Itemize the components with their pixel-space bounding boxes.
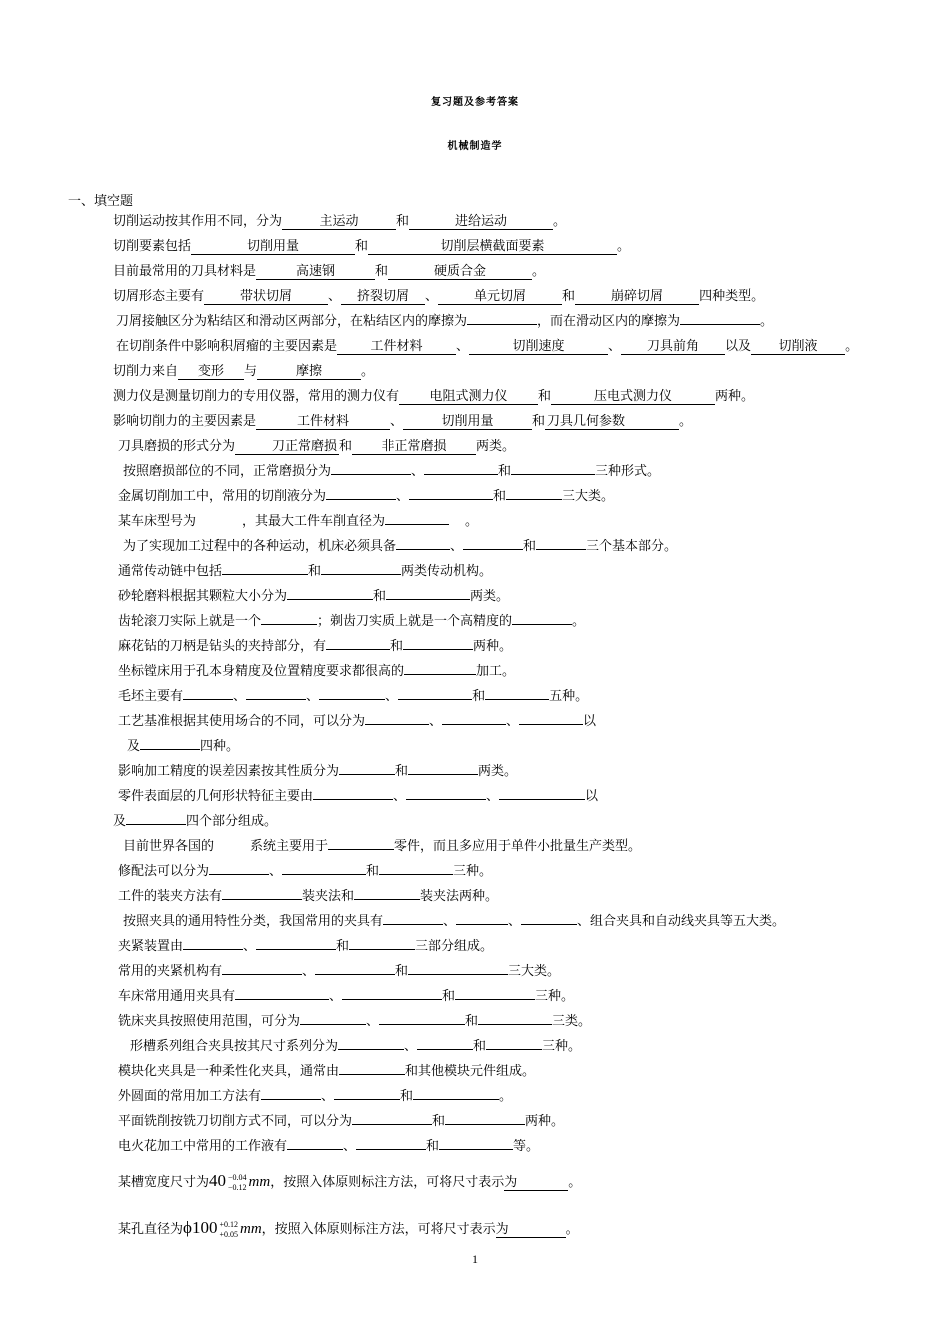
question-33: 模块化夹具是一种柔性化夹具，通常由 和其他模块元件组成。: [118, 1064, 536, 1079]
answer-blank: [352, 1124, 432, 1125]
answer-blank: [331, 474, 411, 475]
page-title: 复习题及参考答案: [431, 97, 519, 108]
question-31: 铣床夹具按照使用范围，可分为 、 和 三类。: [118, 1014, 592, 1029]
answer-blank: [396, 549, 450, 550]
answer-blank: [408, 974, 508, 975]
answer-blank: [506, 499, 562, 500]
answer-blank: [680, 324, 760, 325]
question-21: 工艺基准根据其使用场合的不同，可以分为 、 、 以: [118, 714, 597, 729]
answer-blank: [300, 1024, 366, 1025]
answer-blank: 变形: [178, 365, 244, 380]
answer-blank: [445, 1124, 525, 1125]
dimension-value: ϕ100: [183, 1218, 218, 1237]
answer-blank: 切削层横截面要素: [368, 240, 617, 255]
answer-blank: 工件材料: [256, 415, 390, 430]
answer-blank: [409, 499, 493, 500]
question-22: 影响加工精度的误差因素按其性质分为 和 两类。: [118, 764, 518, 779]
answer-blank: [486, 1049, 542, 1050]
question-21-continued: 及 四种。: [127, 739, 240, 754]
answer-blank: [328, 849, 394, 850]
answer-blank: [463, 549, 523, 550]
answer-blank: 单元切屑: [438, 290, 562, 305]
answer-blank: [287, 1149, 343, 1150]
answer-blank: [349, 949, 415, 950]
question-37: 某槽宽度尺寸为40 −0.04 −0.12 mm，按照入体原则标注方法，可将尺寸表示为 。: [118, 1171, 582, 1192]
answer-blank: [536, 549, 586, 550]
answer-blank: [379, 1024, 465, 1025]
answer-blank: [338, 1049, 404, 1050]
answer-blank: [386, 599, 470, 600]
answer-blank: [424, 474, 498, 475]
question-20: 毛坯主要有 、 、 、 和 五种。: [118, 689, 589, 704]
answer-blank: 切削用量: [191, 240, 355, 255]
answer-blank: 切削用量: [403, 415, 532, 430]
answer-blank: [261, 624, 317, 625]
answer-blank: [511, 474, 595, 475]
answer-blank: [478, 1024, 552, 1025]
answer-blank: 挤裂切屑: [341, 290, 425, 305]
question-15: 通常传动链中包括 和 两类传动机构。: [118, 564, 493, 579]
answer-blank: [126, 824, 186, 825]
answer-blank: 为: [504, 1176, 568, 1191]
question-6: 在切削条件中影响积屑瘤的主要因素是 工件材料 、 切削速度 、 刀具前角 以及 切削液 。: [116, 339, 859, 354]
answer-blank: 非正常磨损: [352, 440, 476, 455]
answer-blank: [222, 974, 302, 975]
answer-blank: [342, 999, 442, 1000]
question-14: 为了实现加工过程中的各种运动，机床必须具备 、 和 三个基本部分。: [123, 539, 678, 554]
answer-blank: [287, 599, 373, 600]
question-38: 某孔直径为ϕ100 +0.12 +0.05 mm，按照入体原则标注方法，可将尺寸表示为 。: [118, 1218, 579, 1239]
answer-blank: [313, 799, 393, 800]
answer-blank: 进给运动: [409, 215, 553, 230]
question-12: 金属切削加工中，常用的切削液分为 、 和 三大类。: [118, 489, 615, 504]
answer-blank: [385, 524, 449, 525]
answer-blank: 电阻式测力仪: [399, 390, 538, 405]
page-subtitle: 机械制造学: [447, 141, 503, 152]
tolerance: +0.12 +0.05: [219, 1219, 238, 1239]
question-23-continued: 及 四个部分组成。: [113, 814, 278, 829]
answer-blank: [222, 574, 308, 575]
answer-blank: [261, 1099, 321, 1100]
answer-blank: [183, 949, 243, 950]
question-35: 平面铣削按铣刀切削方式不同，可以分为 和 两种。: [118, 1114, 565, 1129]
answer-blank: [365, 724, 429, 725]
answer-blank: 崩碎切屑: [575, 290, 699, 305]
question-23: 零件表面层的几何形状特征主要由 、 、 以: [118, 789, 599, 804]
answer-blank: [519, 724, 583, 725]
answer-blank: [383, 924, 443, 925]
question-3: 目前最常用的刀具材料是 高速钢 和 硬质合金 。: [113, 264, 546, 279]
answer-blank: [467, 324, 537, 325]
answer-blank: [326, 649, 390, 650]
answer-blank: 带状切屑: [204, 290, 328, 305]
question-1: 切削运动按其作用不同，分为 主运动 和 进给运动 。: [113, 214, 567, 229]
answer-blank: 硬质合金: [388, 265, 532, 280]
answer-blank: [398, 699, 472, 700]
answer-blank: [235, 999, 329, 1000]
answer-blank: [183, 699, 233, 700]
answer-blank: [354, 899, 420, 900]
question-7: 切削力来自 变形 与 摩擦 。: [113, 364, 375, 379]
page-number: 1: [472, 1252, 478, 1266]
answer-blank: [339, 774, 395, 775]
answer-blank: 高速钢: [256, 265, 375, 280]
answer-blank: 主运动: [282, 215, 396, 230]
answer-blank: 工件材料: [337, 340, 456, 355]
dimension-value: 40: [209, 1171, 227, 1190]
answer-blank: [326, 499, 396, 500]
question-9: 影响切削力的主要因素是 工件材料 、 切削用量 和 刀具几何参数 。: [113, 414, 693, 429]
answer-blank: 刀具前角: [621, 340, 725, 355]
answer-blank: 刀正常磨损: [235, 440, 339, 455]
question-29: 常用的夹紧机构有 、 和 三大类。: [118, 964, 561, 979]
answer-blank: [406, 799, 486, 800]
question-27: 按照夹具的通用特性分类，我国常用的夹具有 、 、 、组合夹具和自动线夹具等五大类。: [123, 914, 786, 929]
question-24: 目前世界各国的 系统主要用于 零件，而且多应用于单件小批量生产类型。: [123, 839, 642, 854]
answer-blank: [315, 974, 395, 975]
answer-blank: 压电式测力仪: [551, 390, 715, 405]
answer-blank: [499, 799, 585, 800]
answer-blank: [222, 899, 302, 900]
answer-blank: [282, 874, 366, 875]
answer-blank: [512, 624, 572, 625]
question-28: 夹紧装置由 、 和 三部分组成。: [118, 939, 494, 954]
answer-blank: 切削速度: [469, 340, 608, 355]
question-10: 刀具磨损的形式分为 刀正常磨损 和 非正常磨损 两类。: [118, 439, 516, 454]
answer-blank: [485, 699, 549, 700]
answer-blank: [403, 649, 473, 650]
answer-blank: [356, 1149, 426, 1150]
answer-blank: [334, 1099, 400, 1100]
answer-blank: [209, 874, 269, 875]
answer-blank: [404, 674, 476, 675]
question-19: 坐标镗床用于孔本身精度及位置精度要求都很高的 加工。: [118, 664, 516, 679]
answer-blank: [456, 924, 508, 925]
tolerance: −0.04 −0.12: [228, 1172, 247, 1192]
question-4: 切屑形态主要有 带状切屑 、 挤裂切屑 、 单元切屑 和 崩碎切屑 四种类型。: [113, 289, 765, 304]
answer-blank: [455, 999, 535, 1000]
answer-blank: [521, 924, 577, 925]
question-34: 外圆面的常用加工方法有 、 和 。: [118, 1089, 513, 1104]
question-2: 切削要素包括 切削用量 和 切削层横截面要素 。: [113, 239, 631, 254]
answer-blank: [339, 1074, 405, 1075]
answer-blank: [413, 1099, 499, 1100]
answer-blank: 刀具几何参数: [545, 415, 679, 430]
answer-blank: [379, 874, 453, 875]
question-13: 某车床型号为 ，其最大工件车削直径为 。: [118, 514, 479, 529]
answer-blank: [256, 949, 336, 950]
answer-blank: 为: [496, 1223, 566, 1238]
question-26: 工件的装夹方法有 装夹法和 装夹法两种。: [118, 889, 499, 904]
answer-blank: 摩擦: [257, 365, 361, 380]
answer-blank: [417, 1049, 473, 1050]
answer-blank: [140, 749, 200, 750]
answer-blank: [246, 699, 306, 700]
question-5: 刀屑接触区分为粘结区和滑动区两部分，在粘结区内的摩擦为 ，而在滑动区内的摩擦为 。: [116, 314, 774, 329]
question-30: 车床常用通用夹具有 、 和 三种。: [118, 989, 575, 1004]
question-32: 形槽系列组合夹具按其尺寸系列分为 、 和 三种。: [130, 1039, 582, 1054]
answer-blank: [408, 774, 478, 775]
question-17: 齿轮滚刀实际上就是一个 ；剃齿刀实质上就是一个高精度的 。: [118, 614, 586, 629]
answer-blank: 切削液: [751, 340, 845, 355]
question-8: 测力仪是测量切削力的专用仪器，常用的测力仪有 电阻式测力仪 和 压电式测力仪 两种。: [113, 389, 755, 404]
question-16: 砂轮磨料根据其颗粒大小分为 和 两类。: [118, 589, 510, 604]
section-title: 一、填空题: [68, 194, 134, 209]
answer-blank: [321, 574, 401, 575]
question-36: 电火花加工中常用的工作液有 、 和 等。: [118, 1139, 540, 1154]
answer-blank: [439, 1149, 513, 1150]
answer-blank: [442, 724, 506, 725]
answer-blank: [319, 699, 385, 700]
question-18: 麻花钻的刀柄是钻头的夹持部分，有 和 两种。: [118, 639, 513, 654]
question-25: 修配法可以分为 、 和 三种。: [118, 864, 493, 879]
question-11: 按照磨损部位的不同，正常磨损分为 、 和 三种形式。: [123, 464, 661, 479]
